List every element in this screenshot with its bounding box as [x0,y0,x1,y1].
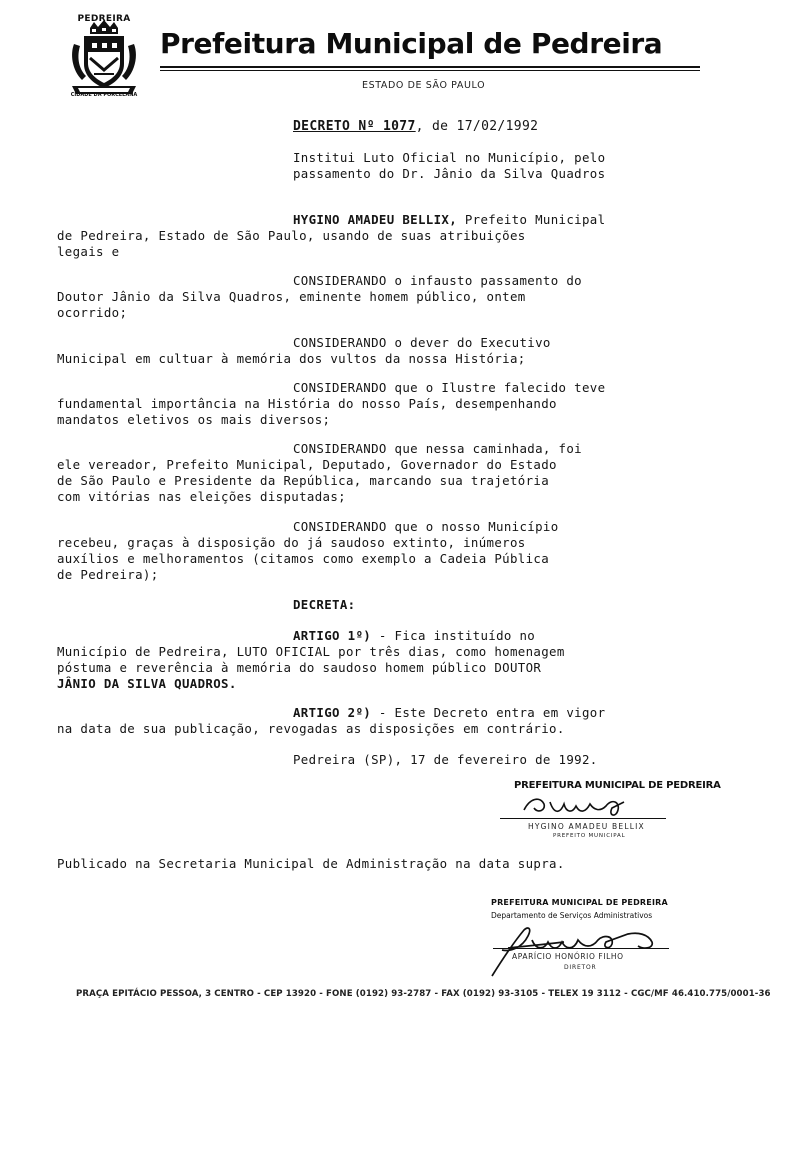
considerando-line: mandatos eletivos os mais diversos; [57,412,331,427]
considerando-line: auxílios e melhoramentos (citamos como exemplo a Cadeia Pública [57,551,550,566]
decreta-heading: DECRETA: [293,597,356,612]
considerando-text: que o nosso Município [386,519,559,534]
municipal-crest [68,14,140,100]
preamble-line: legais e [57,244,120,259]
considerando-line: recebeu, graças à disposição do já saudoso extinto, inúmeros [57,535,526,550]
considerando-text: o dever do Executivo [386,335,551,350]
article-line: póstuma e reverência à memória do saudoso homem público DOUTOR [57,660,542,675]
article-text: - Fica instituído no [371,628,536,643]
director-signature-icon [488,920,668,980]
article-line: Município de Pedreira, LUTO OFICIAL por três dias, como homenagem [57,644,565,659]
decree-number: DECRETO Nº 1077 [293,119,416,134]
considerando-line: Municipal em cultuar à memória dos vultos da nossa História; [57,351,526,366]
director-name-caption: APARÍCIO HONÓRIO FILHO [512,952,624,961]
considerando-first-line [293,380,605,395]
footer-address: PRAÇA EPITÁCIO PESSOA, 3 CENTRO - CEP 13920 - FONE (0192) 93-2787 - FAX (0192) 93-3105 - TELEX 19 3112 - CGC/MF 46.410.775/0001-36 [76,989,771,999]
considerando-text: que nessa caminhada, foi [386,441,582,456]
header-rule-thin [160,70,700,71]
crest-top-text: PEDREIRA [77,14,131,24]
mayor-stamp-org: PREFEITURA MUNICIPAL DE PEDREIRA [514,780,721,791]
article-line: JÂNIO DA SILVA QUADROS. [57,676,237,691]
ementa-line-1: Institui Luto Oficial no Município, pelo [293,150,606,165]
director-stamp-org: PREFEITURA MUNICIPAL DE PEDREIRA [491,898,668,907]
mayor-role: PREFEITO MUNICIPAL [553,833,626,839]
considerando-text: que o Ilustre falecido teve [386,380,606,395]
article-first-line [293,705,605,720]
considerando-line: ele vereador, Prefeito Municipal, Deputado, Governador do Estado [57,457,557,472]
considerando-first-line [293,441,582,456]
considerando-keyword: CONSIDERANDO [293,380,387,395]
considerando-keyword: CONSIDERANDO [293,273,387,288]
considerando-keyword: CONSIDERANDO [293,335,387,350]
considerando-first-line [293,335,551,350]
considerando-keyword: CONSIDERANDO [293,519,387,534]
date-place: Pedreira (SP), 17 de fevereiro de 1992. [293,752,598,767]
director-role: DIRETOR [564,964,597,971]
preamble-text: Prefeito Municipal [457,212,606,227]
ementa-line-2: passamento do Dr. Jânio da Silva Quadros [293,166,606,181]
publication-note: Publicado na Secretaria Municipal de Administração na data supra. [57,856,565,871]
considerando-text: o infausto passamento do [386,273,582,288]
considerando-line: de São Paulo e Presidente da República, marcando sua trajetória [57,473,550,488]
mayor-name-caption: HYGINO AMADEU BELLIX [528,822,645,831]
considerando-line: com vitórias nas eleições disputadas; [57,489,346,504]
considerando-keyword: CONSIDERANDO [293,441,387,456]
mayor-signature-line [500,818,666,819]
org-name: Prefeitura Municipal de Pedreira [160,27,663,60]
crest-motto: CIDADE DA PORCELANA [70,92,138,98]
considerando-line: Doutor Jânio da Silva Quadros, eminente homem público, ontem [57,289,526,304]
decree-date: , de 17/02/1992 [415,119,539,134]
considerando-line: ocorrido; [57,305,128,320]
article-line: na data de sua publicação, revogadas as disposições em contrário. [57,721,565,736]
considerando-first-line [293,273,582,288]
decree-title [293,119,538,134]
article-first-line [293,628,535,643]
state-name: ESTADO DE SÃO PAULO [362,80,486,91]
article-label: ARTIGO 2º) [293,705,372,720]
director-department: Departamento de Serviços Administrativos [491,911,653,920]
preamble-first-line [293,212,605,227]
header-rule [160,66,700,68]
director-signature-line [493,948,669,949]
preamble-line: de Pedreira, Estado de São Paulo, usando de suas atribuições [57,228,526,243]
mayor-name: HYGINO AMADEU BELLIX, [293,212,458,227]
considerando-line: de Pedreira); [57,567,159,582]
article-text: - Este Decreto entra em vigor [371,705,606,720]
considerando-line: fundamental importância na História do nosso País, desempenhando [57,396,557,411]
article-label: ARTIGO 1º) [293,628,372,643]
mayor-signature-icon [520,792,650,820]
coat-of-arms-icon [68,18,140,100]
considerando-first-line [293,519,559,534]
